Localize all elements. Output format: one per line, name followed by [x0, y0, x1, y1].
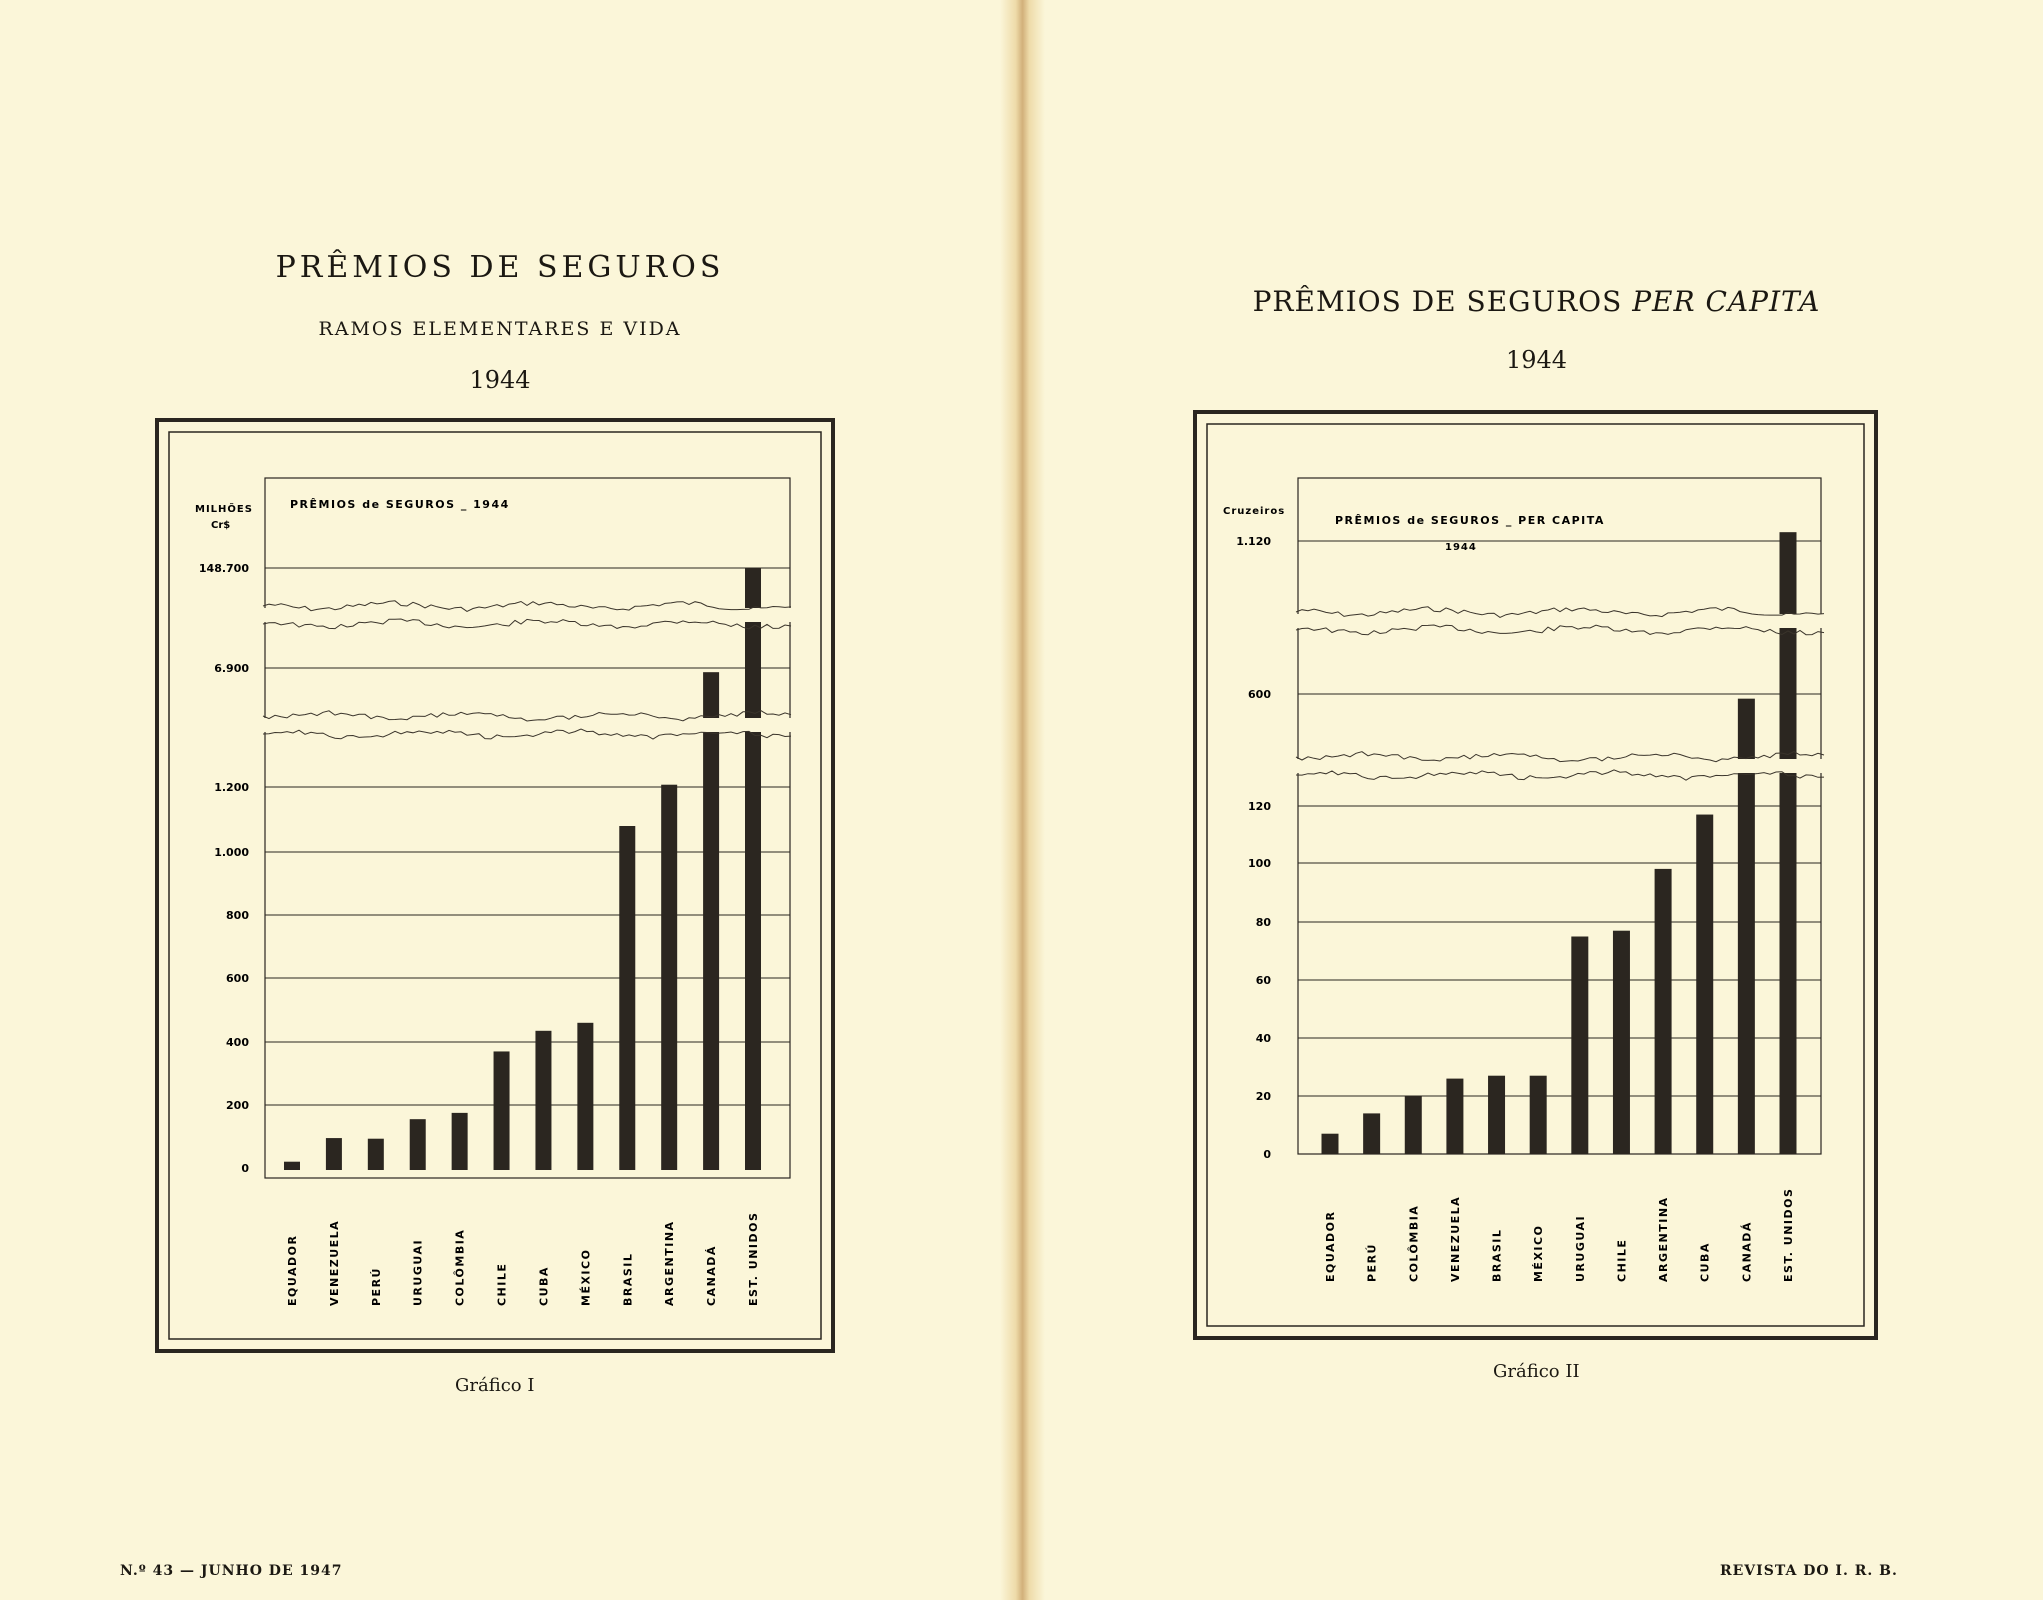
bar	[1446, 1079, 1463, 1154]
y-tick-label: 6.900	[214, 662, 249, 675]
chart-outer-frame	[157, 420, 833, 1351]
bar	[535, 1031, 551, 1170]
bar	[619, 826, 635, 1170]
x-tick-label: EQUADOR	[1324, 1210, 1337, 1282]
left-footer: N.º 43 — JUNHO DE 1947	[120, 1563, 343, 1579]
bar	[1322, 1134, 1339, 1154]
y-tick-label: 120	[1248, 800, 1271, 813]
x-tick-label: MÉXICO	[1532, 1224, 1546, 1282]
bar	[1571, 937, 1588, 1155]
y-tick-label: 600	[226, 972, 249, 985]
x-tick-label: URUGUAI	[411, 1238, 425, 1306]
y-tick-label: 1.200	[214, 781, 249, 794]
right-title-italic: PER CAPITA	[1632, 285, 1821, 318]
y-tick-label: 1.120	[1236, 535, 1271, 548]
bar	[1405, 1096, 1422, 1154]
x-tick-label: CANADÁ	[1740, 1221, 1754, 1282]
bar	[745, 568, 761, 1170]
x-tick-label: PERÚ	[369, 1267, 383, 1306]
x-tick-label: CHILE	[495, 1262, 509, 1306]
right-title-main: PRÊMIOS DE SEGUROS	[1252, 285, 1633, 318]
book-gutter	[1000, 0, 1045, 1600]
x-tick-label: MÉXICO	[579, 1248, 593, 1306]
x-tick-label: VENEZUELA	[327, 1219, 341, 1306]
bar	[1696, 815, 1713, 1154]
y-tick-label: 80	[1255, 916, 1271, 929]
y-tick-label: 0	[1263, 1148, 1271, 1161]
x-tick-label: EQUADOR	[286, 1234, 299, 1306]
x-tick-label: URUGUAI	[1573, 1214, 1587, 1282]
bar	[494, 1051, 510, 1170]
y-tick-label: 40	[1255, 1032, 1271, 1045]
y-tick-label: 60	[1255, 974, 1271, 987]
x-tick-label: CUBA	[537, 1266, 551, 1306]
y-axis-label: Cruzeiros	[1223, 506, 1286, 517]
x-tick-label: BRASIL	[1490, 1228, 1504, 1282]
x-tick-label: ARGENTINA	[1657, 1196, 1671, 1282]
x-tick-label: COLÔMBIA	[1407, 1204, 1421, 1282]
axis-break-band	[263, 718, 794, 732]
y-tick-label: 200	[226, 1099, 249, 1112]
x-tick-label: BRASIL	[621, 1252, 635, 1306]
bar	[326, 1138, 342, 1170]
y-tick-label: 0	[241, 1162, 249, 1175]
x-tick-label: ARGENTINA	[663, 1220, 677, 1306]
y-tick-label: 148.700	[198, 562, 249, 575]
chart-premios-per-capita	[1193, 410, 1878, 1340]
y-tick-label: 1.000	[214, 846, 249, 859]
y-tick-label: 20	[1255, 1090, 1271, 1103]
chart-inner-subtitle: 1944	[1445, 542, 1477, 553]
chart-inner-frame	[1207, 424, 1864, 1326]
chart-inner-title: PRÊMIOS de SEGUROS _ PER CAPITA	[1335, 514, 1605, 527]
right-year: 1944	[1505, 346, 1568, 374]
y-tick-label: 400	[226, 1036, 249, 1049]
chart-inner-title: PRÊMIOS de SEGUROS _ 1944	[290, 498, 510, 511]
x-tick-label: CHILE	[1615, 1238, 1629, 1282]
y-tick-label: 100	[1248, 857, 1271, 870]
y-tick-label: 800	[226, 909, 249, 922]
y-axis-label: MILHÕES	[195, 504, 253, 515]
chart-premios-seguros	[155, 418, 835, 1353]
left-title: PRÊMIOS DE SEGUROS	[275, 250, 725, 285]
x-tick-label: CANADÁ	[705, 1245, 719, 1306]
right-caption: Gráfico II	[1493, 1361, 1580, 1382]
bar	[1530, 1076, 1547, 1154]
left-subtitle: RAMOS ELEMENTARES E VIDA	[318, 318, 682, 340]
bar	[577, 1023, 593, 1170]
x-tick-label: COLÔMBIA	[453, 1228, 467, 1306]
right-footer: REVISTA DO I. R. B.	[1720, 1563, 1898, 1579]
bar	[410, 1119, 426, 1170]
y-axis-unit: Cr$	[211, 520, 231, 531]
left-year: 1944	[469, 366, 531, 394]
bar	[1655, 869, 1672, 1154]
right-title	[1030, 285, 2043, 318]
x-tick-label: EST. UNIDOS	[747, 1211, 760, 1306]
bar	[368, 1139, 384, 1170]
x-tick-label: PERÚ	[1365, 1243, 1379, 1282]
chart-outer-frame	[1195, 412, 1876, 1338]
left-caption: Gráfico I	[455, 1375, 535, 1396]
bar	[1613, 931, 1630, 1154]
bar	[703, 672, 719, 1170]
bar	[1488, 1076, 1505, 1154]
bar	[452, 1113, 468, 1170]
bar	[661, 785, 677, 1170]
x-tick-label: VENEZUELA	[1448, 1195, 1462, 1282]
x-tick-label: CUBA	[1698, 1242, 1712, 1282]
bar	[284, 1162, 300, 1170]
x-tick-label: EST. UNIDOS	[1782, 1187, 1795, 1282]
bar	[1363, 1113, 1380, 1154]
y-tick-label: 600	[1248, 688, 1271, 701]
